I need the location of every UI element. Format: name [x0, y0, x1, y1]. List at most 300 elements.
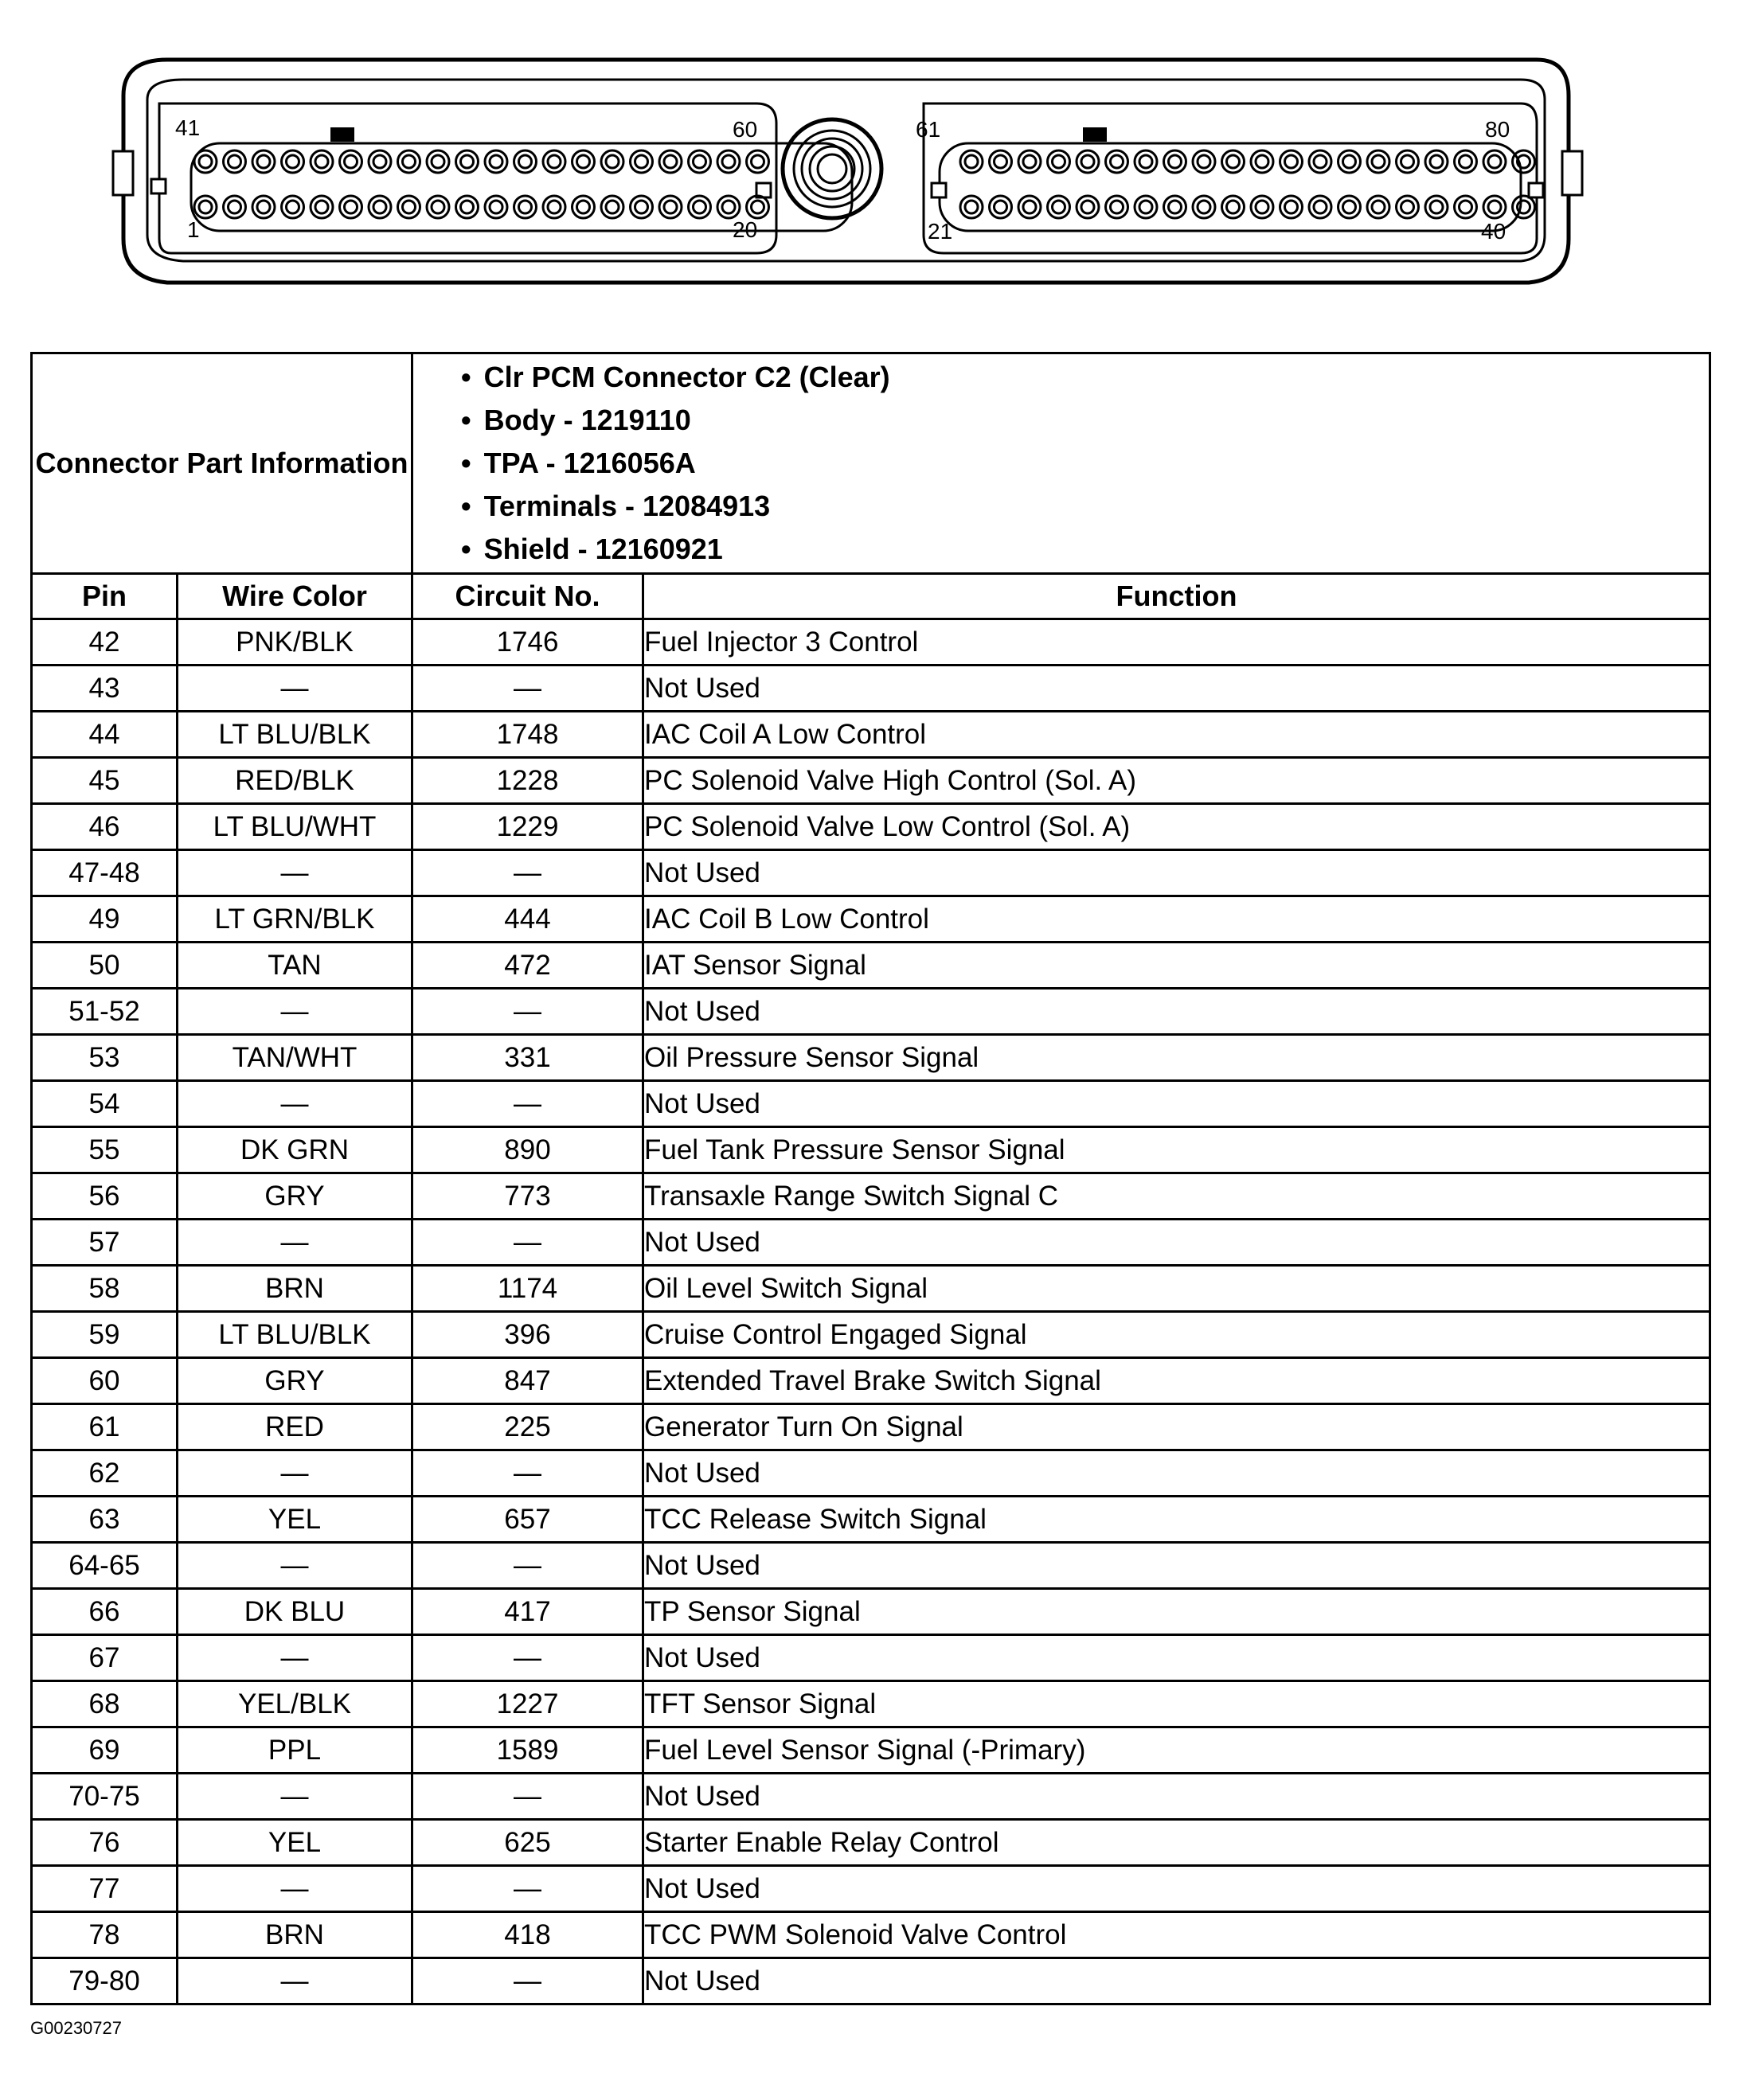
pin-hole: [224, 196, 246, 218]
table-row: [32, 1497, 1710, 1543]
circuit-cell: 890: [412, 1127, 643, 1173]
pin-hole: [1460, 155, 1472, 168]
table-row: [32, 1958, 1710, 2004]
connector-part-info-label: Connector Part Information: [32, 353, 412, 574]
circuit-cell: 444: [412, 896, 643, 943]
pin-hole: [1430, 155, 1443, 168]
circuit-cell: 773: [412, 1173, 643, 1220]
pin-hole: [311, 196, 333, 218]
table-row: [32, 1127, 1710, 1173]
table-row: [32, 1820, 1710, 1866]
pin-hole: [199, 155, 212, 168]
function-cell: Not Used: [643, 1081, 1710, 1127]
pin-cell: 49: [32, 896, 178, 943]
function-cell: Not Used: [643, 989, 1710, 1035]
pin-hole: [747, 150, 769, 173]
pin-hole: [965, 155, 978, 168]
pin-cell: 43: [32, 666, 178, 712]
connector-part-info-item: • Clr PCM Connector C2 (Clear): [461, 356, 1709, 399]
pin-cell: 56: [32, 1173, 178, 1220]
pin-cell: 61: [32, 1404, 178, 1450]
pin-hole: [369, 196, 391, 218]
table-row: [32, 619, 1710, 666]
table-row: [32, 1866, 1710, 1912]
pin-hole: [1077, 150, 1099, 173]
table-row: [32, 896, 1710, 943]
function-cell: PC Solenoid Valve Low Control (Sol. A): [643, 804, 1710, 850]
function-cell: IAC Coil B Low Control: [643, 896, 1710, 943]
function-cell: Transaxle Range Switch Signal C: [643, 1173, 1710, 1220]
wire-color-cell: GRY: [178, 1358, 412, 1404]
wire-color-cell: —: [178, 1958, 412, 2004]
pin-cell: 67: [32, 1635, 178, 1681]
table-row: [32, 1035, 1710, 1081]
pin-hole: [601, 150, 623, 173]
pin-hole: [1048, 150, 1070, 173]
pin-hole: [461, 201, 474, 213]
pin-hole: [635, 201, 648, 213]
pin-hole: [543, 150, 565, 173]
pin-cell: 59: [32, 1312, 178, 1358]
pin-cell: 77: [32, 1866, 178, 1912]
wire-color-cell: —: [178, 1081, 412, 1127]
connector-part-info-item: • TPA - 1216056A: [461, 442, 1709, 485]
circuit-cell: 1589: [412, 1727, 643, 1774]
pin-hole: [398, 150, 420, 173]
wire-color-cell: —: [178, 989, 412, 1035]
pin-hole: [990, 150, 1012, 173]
pin-hole: [519, 201, 532, 213]
pin-hole: [1455, 150, 1477, 173]
pin-hole: [252, 150, 275, 173]
pin-cell: 69: [32, 1727, 178, 1774]
pin-hole: [1518, 201, 1530, 213]
pin-hole: [1372, 201, 1385, 213]
function-cell: Not Used: [643, 1220, 1710, 1266]
pin-hole: [747, 196, 769, 218]
wire-color-cell: LT GRN/BLK: [178, 896, 412, 943]
pin-hole: [1198, 155, 1210, 168]
wire-color-cell: YEL: [178, 1497, 412, 1543]
wire-color-cell: YEL: [178, 1820, 412, 1866]
circuit-cell: 847: [412, 1358, 643, 1404]
pin-hole: [514, 196, 537, 218]
pin-hole: [1106, 150, 1128, 173]
circuit-cell: —: [412, 1543, 643, 1589]
table-row: [32, 666, 1710, 712]
function-cell: Not Used: [643, 1774, 1710, 1820]
table-row: [32, 1589, 1710, 1635]
table-row: [32, 1081, 1710, 1127]
circuit-cell: 1748: [412, 712, 643, 758]
pin-hole: [1425, 150, 1448, 173]
pin-hole: [1018, 196, 1041, 218]
pin-hole: [1367, 196, 1389, 218]
pin-hole: [403, 155, 416, 168]
table-row: [32, 850, 1710, 896]
pin-hole: [664, 155, 677, 168]
pin-hole: [194, 150, 217, 173]
table-row: [32, 1681, 1710, 1727]
circuit-cell: 657: [412, 1497, 643, 1543]
pin-hole: [1280, 196, 1303, 218]
circuit-cell: —: [412, 1450, 643, 1497]
circuit-cell: 417: [412, 1589, 643, 1635]
pin-hole: [995, 201, 1007, 213]
circuit-cell: —: [412, 1958, 643, 2004]
pin-hole: [311, 150, 333, 173]
wire-color-cell: —: [178, 1866, 412, 1912]
function-cell: TCC Release Switch Signal: [643, 1497, 1710, 1543]
pin-hole: [548, 201, 561, 213]
pin-hole: [1338, 150, 1361, 173]
pin-cell: 78: [32, 1912, 178, 1958]
pin-hole: [577, 201, 590, 213]
table-row: [32, 1312, 1710, 1358]
function-cell: Oil Level Switch Signal: [643, 1266, 1710, 1312]
function-cell: IAC Coil A Low Control: [643, 712, 1710, 758]
wire-color-cell: —: [178, 1220, 412, 1266]
pin-hole: [1513, 196, 1535, 218]
pin-hole: [1222, 150, 1245, 173]
pin-hole: [1309, 196, 1331, 218]
pin-hole: [373, 155, 386, 168]
pin-hole: [287, 201, 299, 213]
circuit-cell: —: [412, 850, 643, 896]
pin-cell: 50: [32, 943, 178, 989]
pin-hole: [282, 196, 304, 218]
pin-hole: [519, 155, 532, 168]
pin-hole: [1488, 201, 1501, 213]
function-cell: TFT Sensor Signal: [643, 1681, 1710, 1727]
function-cell: Fuel Level Sensor Signal (-Primary): [643, 1727, 1710, 1774]
pin-hole: [717, 196, 740, 218]
wire-color-cell: PNK/BLK: [178, 619, 412, 666]
header-circuit-no: Circuit No.: [412, 574, 643, 619]
pin-hole: [490, 155, 502, 168]
pin-cell: 70-75: [32, 1774, 178, 1820]
pin-hole: [1135, 196, 1157, 218]
pin-hole: [1111, 201, 1124, 213]
pin-hole: [194, 196, 217, 218]
connector-part-info-item: • Terminals - 12084913: [461, 485, 1709, 528]
pin-cell: 45: [32, 758, 178, 804]
pin-hole: [1430, 201, 1443, 213]
pin-hole: [485, 196, 507, 218]
pin-cell: 42: [32, 619, 178, 666]
pin-hole: [1111, 155, 1124, 168]
wire-color-cell: —: [178, 850, 412, 896]
wire-color-cell: —: [178, 1543, 412, 1589]
pin-cell: 63: [32, 1497, 178, 1543]
pin-cell: 57: [32, 1220, 178, 1266]
pin-hole: [252, 196, 275, 218]
pin-hole: [287, 155, 299, 168]
circuit-cell: 1228: [412, 758, 643, 804]
function-cell: Not Used: [643, 1543, 1710, 1589]
table-row: [32, 1543, 1710, 1589]
function-cell: TCC PWM Solenoid Valve Control: [643, 1912, 1710, 1958]
pin-label-40: 40: [1481, 219, 1506, 244]
pin-label-80: 80: [1485, 117, 1510, 142]
circuit-cell: —: [412, 1220, 643, 1266]
circuit-cell: 1746: [412, 619, 643, 666]
pin-hole: [1251, 196, 1273, 218]
pin-hole: [1198, 201, 1210, 213]
function-cell: Fuel Tank Pressure Sensor Signal: [643, 1127, 1710, 1173]
circuit-cell: —: [412, 1774, 643, 1820]
pin-hole: [1193, 150, 1215, 173]
pin-cell: 68: [32, 1681, 178, 1727]
table-row: [32, 989, 1710, 1035]
pin-hole: [432, 155, 444, 168]
wire-color-cell: BRN: [178, 1912, 412, 1958]
function-cell: Generator Turn On Signal: [643, 1404, 1710, 1450]
pin-label-20: 20: [733, 217, 758, 242]
pin-hole: [1081, 201, 1094, 213]
pin-cell: 44: [32, 712, 178, 758]
pin-hole: [1338, 196, 1361, 218]
pin-hole: [752, 155, 764, 168]
pin-hole: [432, 201, 444, 213]
pin-cell: 53: [32, 1035, 178, 1081]
circuit-cell: 418: [412, 1912, 643, 1958]
pin-hole: [1053, 155, 1065, 168]
header-pin: Pin: [32, 574, 178, 619]
pin-hole: [427, 150, 449, 173]
pin-cell: 47-48: [32, 850, 178, 896]
center-bolt-icon: [783, 119, 881, 218]
table-row: [32, 1404, 1710, 1450]
table-row: [32, 1727, 1710, 1774]
pin-hole: [1256, 201, 1268, 213]
pin-hole: [606, 201, 619, 213]
table-row: [32, 1635, 1710, 1681]
pin-cell: 51-52: [32, 989, 178, 1035]
pin-cell: 54: [32, 1081, 178, 1127]
pin-hole: [1164, 196, 1186, 218]
pin-hole: [1343, 201, 1356, 213]
wire-color-cell: LT BLU/WHT: [178, 804, 412, 850]
pin-hole: [631, 196, 653, 218]
pin-hole: [398, 196, 420, 218]
wire-color-cell: LT BLU/BLK: [178, 712, 412, 758]
table-row: [32, 1774, 1710, 1820]
circuit-cell: —: [412, 1866, 643, 1912]
pin-hole: [257, 155, 270, 168]
pin-label-60: 60: [733, 117, 758, 142]
function-cell: IAT Sensor Signal: [643, 943, 1710, 989]
pin-label-41: 41: [175, 115, 201, 140]
header-function: Function: [643, 574, 1710, 619]
pin-hole: [1401, 155, 1414, 168]
pin-hole: [1106, 196, 1128, 218]
pin-hole: [403, 201, 416, 213]
pin-hole: [995, 155, 1007, 168]
pin-cell: 46: [32, 804, 178, 850]
pin-hole: [1164, 150, 1186, 173]
pin-hole: [1139, 155, 1152, 168]
pin-hole: [1081, 155, 1094, 168]
pin-hole: [659, 196, 682, 218]
circuit-cell: —: [412, 666, 643, 712]
pin-hole: [1077, 196, 1099, 218]
pin-hole: [635, 155, 648, 168]
wire-color-cell: YEL/BLK: [178, 1681, 412, 1727]
pin-hole: [1018, 150, 1041, 173]
pin-hole: [1139, 201, 1152, 213]
table-header-row: [32, 574, 1710, 619]
pin-hole: [199, 201, 212, 213]
pin-hole: [490, 201, 502, 213]
table-row: [32, 804, 1710, 850]
wire-color-cell: GRY: [178, 1173, 412, 1220]
pin-table: [30, 352, 1711, 2005]
wire-color-cell: BRN: [178, 1266, 412, 1312]
circuit-cell: 225: [412, 1404, 643, 1450]
pin-hole: [606, 155, 619, 168]
circuit-cell: 1227: [412, 1681, 643, 1727]
pin-hole: [315, 155, 328, 168]
pin-hole: [1309, 150, 1331, 173]
connector-part-info-item: • Body - 1219110: [461, 399, 1709, 442]
pin-hole: [1193, 196, 1215, 218]
pin-hole: [340, 196, 362, 218]
circuit-cell: —: [412, 1635, 643, 1681]
pin-cell: 79-80: [32, 1958, 178, 2004]
pin-hole: [229, 201, 241, 213]
function-cell: Extended Travel Brake Switch Signal: [643, 1358, 1710, 1404]
pin-hole: [1460, 201, 1472, 213]
connector-part-info-row: [32, 353, 1710, 574]
pin-hole: [1488, 155, 1501, 168]
pin-hole: [373, 201, 386, 213]
pin-hole: [1227, 155, 1240, 168]
pin-cell: 62: [32, 1450, 178, 1497]
pin-hole: [960, 196, 983, 218]
wire-color-cell: DK GRN: [178, 1127, 412, 1173]
function-cell: Not Used: [643, 1866, 1710, 1912]
pin-hole: [722, 201, 735, 213]
pin-cell: 66: [32, 1589, 178, 1635]
pin-hole: [631, 150, 653, 173]
pin-hole: [1053, 201, 1065, 213]
table-row: [32, 1358, 1710, 1404]
table-row: [32, 712, 1710, 758]
pin-hole: [689, 150, 711, 173]
pin-hole: [456, 150, 479, 173]
pin-hole: [1169, 201, 1182, 213]
pin-hole: [1023, 155, 1036, 168]
pin-hole: [229, 155, 241, 168]
pin-hole: [1023, 201, 1036, 213]
circuit-cell: —: [412, 1081, 643, 1127]
pin-hole: [694, 201, 706, 213]
pin-hole: [577, 155, 590, 168]
table-row: [32, 1266, 1710, 1312]
connector-part-info-list: [413, 356, 1709, 571]
function-cell: Not Used: [643, 666, 1710, 712]
circuit-cell: 331: [412, 1035, 643, 1081]
wire-color-cell: —: [178, 1450, 412, 1497]
pin-cell: 58: [32, 1266, 178, 1312]
function-cell: Not Used: [643, 850, 1710, 896]
pin-hole: [1256, 155, 1268, 168]
pin-hole: [427, 196, 449, 218]
pin-hole: [1285, 155, 1298, 168]
pin-hole: [1401, 201, 1414, 213]
pin-hole: [1483, 196, 1506, 218]
pin-hole: [573, 196, 595, 218]
pin-label-21: 21: [928, 219, 953, 244]
pin-hole: [345, 201, 358, 213]
pin-hole: [1343, 155, 1356, 168]
pin-hole: [1513, 150, 1535, 173]
function-cell: Not Used: [643, 1450, 1710, 1497]
pin-hole: [965, 201, 978, 213]
pin-hole: [485, 150, 507, 173]
wire-color-cell: —: [178, 1635, 412, 1681]
pin-hole: [752, 201, 764, 213]
function-cell: TP Sensor Signal: [643, 1589, 1710, 1635]
circuit-cell: 396: [412, 1312, 643, 1358]
function-cell: Fuel Injector 3 Control: [643, 619, 1710, 666]
pin-hole: [1227, 201, 1240, 213]
pin-hole: [340, 150, 362, 173]
pin-hole: [717, 150, 740, 173]
pin-hole: [543, 196, 565, 218]
pin-hole: [664, 201, 677, 213]
wire-color-cell: RED/BLK: [178, 758, 412, 804]
circuit-cell: 472: [412, 943, 643, 989]
pin-hole: [369, 150, 391, 173]
wire-color-cell: LT BLU/BLK: [178, 1312, 412, 1358]
function-cell: Cruise Control Engaged Signal: [643, 1312, 1710, 1358]
circuit-cell: 625: [412, 1820, 643, 1866]
pin-cell: 76: [32, 1820, 178, 1866]
pin-hole: [1367, 150, 1389, 173]
circuit-cell: 1174: [412, 1266, 643, 1312]
table-row: [32, 1220, 1710, 1266]
header-wire-color: Wire Color: [178, 574, 412, 619]
table-row: [32, 758, 1710, 804]
connector-diagram: [111, 48, 1585, 295]
function-cell: PC Solenoid Valve High Control (Sol. A): [643, 758, 1710, 804]
pin-hole: [315, 201, 328, 213]
pin-hole: [257, 201, 270, 213]
pin-hole: [960, 150, 983, 173]
function-cell: Oil Pressure Sensor Signal: [643, 1035, 1710, 1081]
wire-color-cell: PPL: [178, 1727, 412, 1774]
pin-hole: [514, 150, 537, 173]
pin-hole: [345, 155, 358, 168]
wire-color-cell: TAN/WHT: [178, 1035, 412, 1081]
pin-hole: [548, 155, 561, 168]
pin-hole: [722, 155, 735, 168]
pin-hole: [282, 150, 304, 173]
figure-code: G00230727: [30, 2018, 122, 2038]
circuit-cell: 1229: [412, 804, 643, 850]
pin-hole: [1425, 196, 1448, 218]
wire-color-cell: DK BLU: [178, 1589, 412, 1635]
pin-hole: [1314, 201, 1327, 213]
wire-color-cell: TAN: [178, 943, 412, 989]
pin-hole: [1048, 196, 1070, 218]
pin-hole: [1455, 196, 1477, 218]
pin-hole: [694, 155, 706, 168]
pin-hole: [689, 196, 711, 218]
table-row: [32, 1912, 1710, 1958]
